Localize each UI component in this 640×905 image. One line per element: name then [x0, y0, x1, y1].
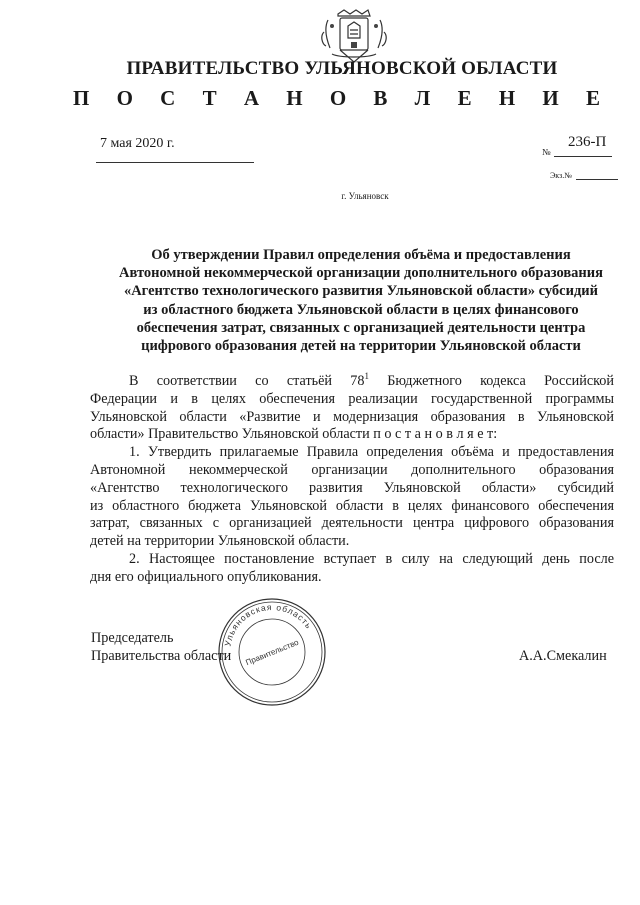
body-line: Федерации и в целях обеспечения реализации государственной программы	[90, 390, 614, 407]
body-line: Автономной некоммерческой организации дополнительного образования	[90, 461, 614, 478]
city: г. Ульяновск	[341, 191, 389, 201]
document-title	[96, 246, 626, 355]
body-line: 1. Утвердить прилагаемые Правила определения объёма и предоставления	[129, 444, 614, 461]
body-line: дня его официального опубликования.	[90, 568, 322, 585]
body-line: из областного бюджета Ульяновской области в целях финансового обеспечения	[90, 497, 614, 514]
body-line: детей на территории Ульяновской области.	[90, 533, 350, 550]
signatory-name: А.А.Смекалин	[519, 648, 607, 664]
signatory-role: Председатель	[91, 630, 174, 646]
body-line: «Агентство технологического развития Ульяновской области» субсидий	[90, 479, 614, 496]
body-line: Ульяновской области «Развитие и модернизация образования в Ульяновской	[90, 408, 614, 425]
stamp-center-text: Правительство	[244, 637, 300, 668]
official-stamp	[216, 596, 328, 708]
title-line: обеспечения затрат, связанных с организацией деятельности центра	[136, 319, 586, 336]
title-line: Автономной некоммерческой организации дополнительного образования	[119, 265, 603, 282]
signatory-role: Правительства области	[91, 648, 232, 664]
copy-number-label: Экз.№	[550, 171, 572, 180]
date-underline	[96, 162, 254, 163]
number-label: №	[542, 147, 551, 157]
body-line	[90, 368, 614, 391]
body-line: затрат, связанных с организацией деятельности центра цифрового образования	[90, 515, 614, 532]
copy-number-underline	[576, 179, 618, 180]
organization-name: ПРАВИТЕЛЬСТВО УЛЬЯНОВСКОЙ ОБЛАСТИ	[126, 58, 558, 79]
number-underline	[554, 156, 612, 157]
title-line: Об утверждении Правил определения объёма и предоставления	[151, 247, 571, 263]
document-number: 236-П	[568, 134, 607, 150]
stamp-ring-text: Ульяновская область	[222, 601, 315, 648]
title-line: «Агентство технологического развития Ульяновской области» субсидий	[123, 283, 599, 300]
body-text: В соответствии со статьёй 78	[129, 373, 365, 389]
body-text: Бюджетного кодекса Российской	[368, 373, 614, 389]
document-type: П О С Т А Н О В Л Е Н И Е	[72, 86, 611, 110]
document-body	[90, 368, 614, 587]
title-line: цифрового образования детей на территории Ульяновской области	[141, 338, 581, 355]
superscript: 1	[364, 371, 369, 381]
body-line: 2. Настоящее постановление вступает в силу на следующий день после	[129, 550, 614, 567]
document-date: 7 мая 2020 г.	[100, 136, 175, 151]
title-line: из областного бюджета Ульяновской области в целях финансового	[143, 301, 579, 318]
body-line: области» Правительство Ульяновской области п о с т а н о в л я е т:	[90, 426, 498, 443]
svg-text:Ульяновская область	[222, 602, 314, 647]
